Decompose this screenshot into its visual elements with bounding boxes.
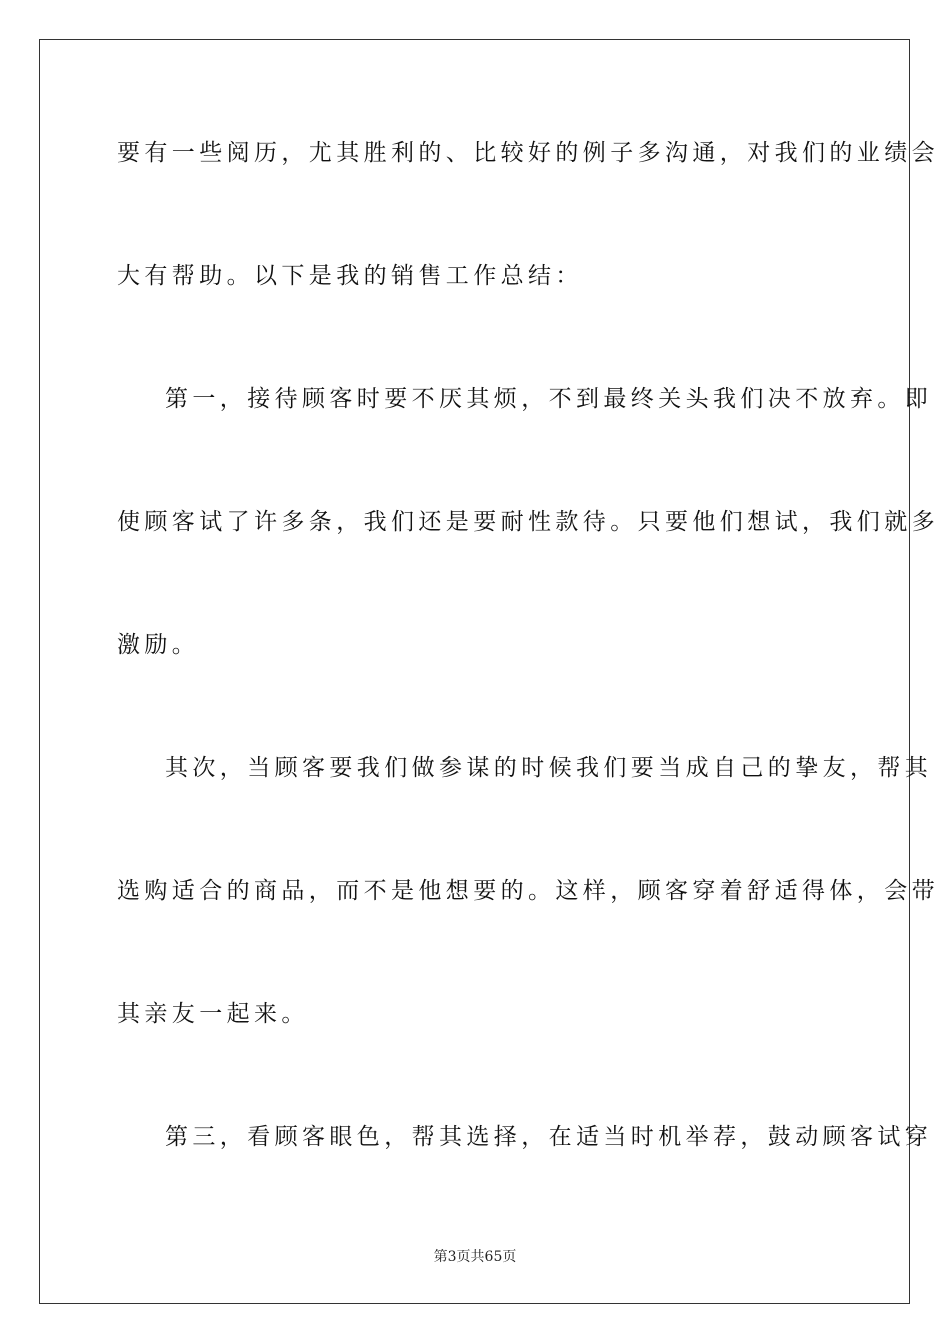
paragraph-first-line-1: 第一，接待顾客时要不厌其烦，不到最终关头我们决不放弃。即 [165, 386, 933, 412]
body-line-2: 大有帮助。以下是我的销售工作总结： [117, 263, 583, 289]
body-line-5: 激励。 [117, 632, 200, 658]
page-number: 第3页 [433, 1249, 471, 1265]
page-border [39, 39, 910, 1304]
body-line-8: 其亲友一起来。 [117, 1001, 309, 1027]
paragraph-first-line-3: 第三，看顾客眼色，帮其选择，在适当时机举荐，鼓动顾客试穿 [165, 1124, 933, 1150]
body-line-7: 选购适合的商品，而不是他想要的。这样，顾客穿着舒适得体，会带 [117, 878, 939, 904]
body-line-4: 使顾客试了许多条，我们还是要耐性款待。只要他们想试，我们就多 [117, 509, 939, 535]
paragraph-first-line-2: 其次，当顾客要我们做参谋的时候我们要当成自己的挚友，帮其 [165, 755, 933, 781]
body-line-1: 要有一些阅历，尤其胜利的、比较好的例子多沟通，对我们的业绩会 [117, 140, 939, 166]
page-footer [0, 1248, 950, 1266]
page-total: 共65页 [470, 1249, 517, 1265]
